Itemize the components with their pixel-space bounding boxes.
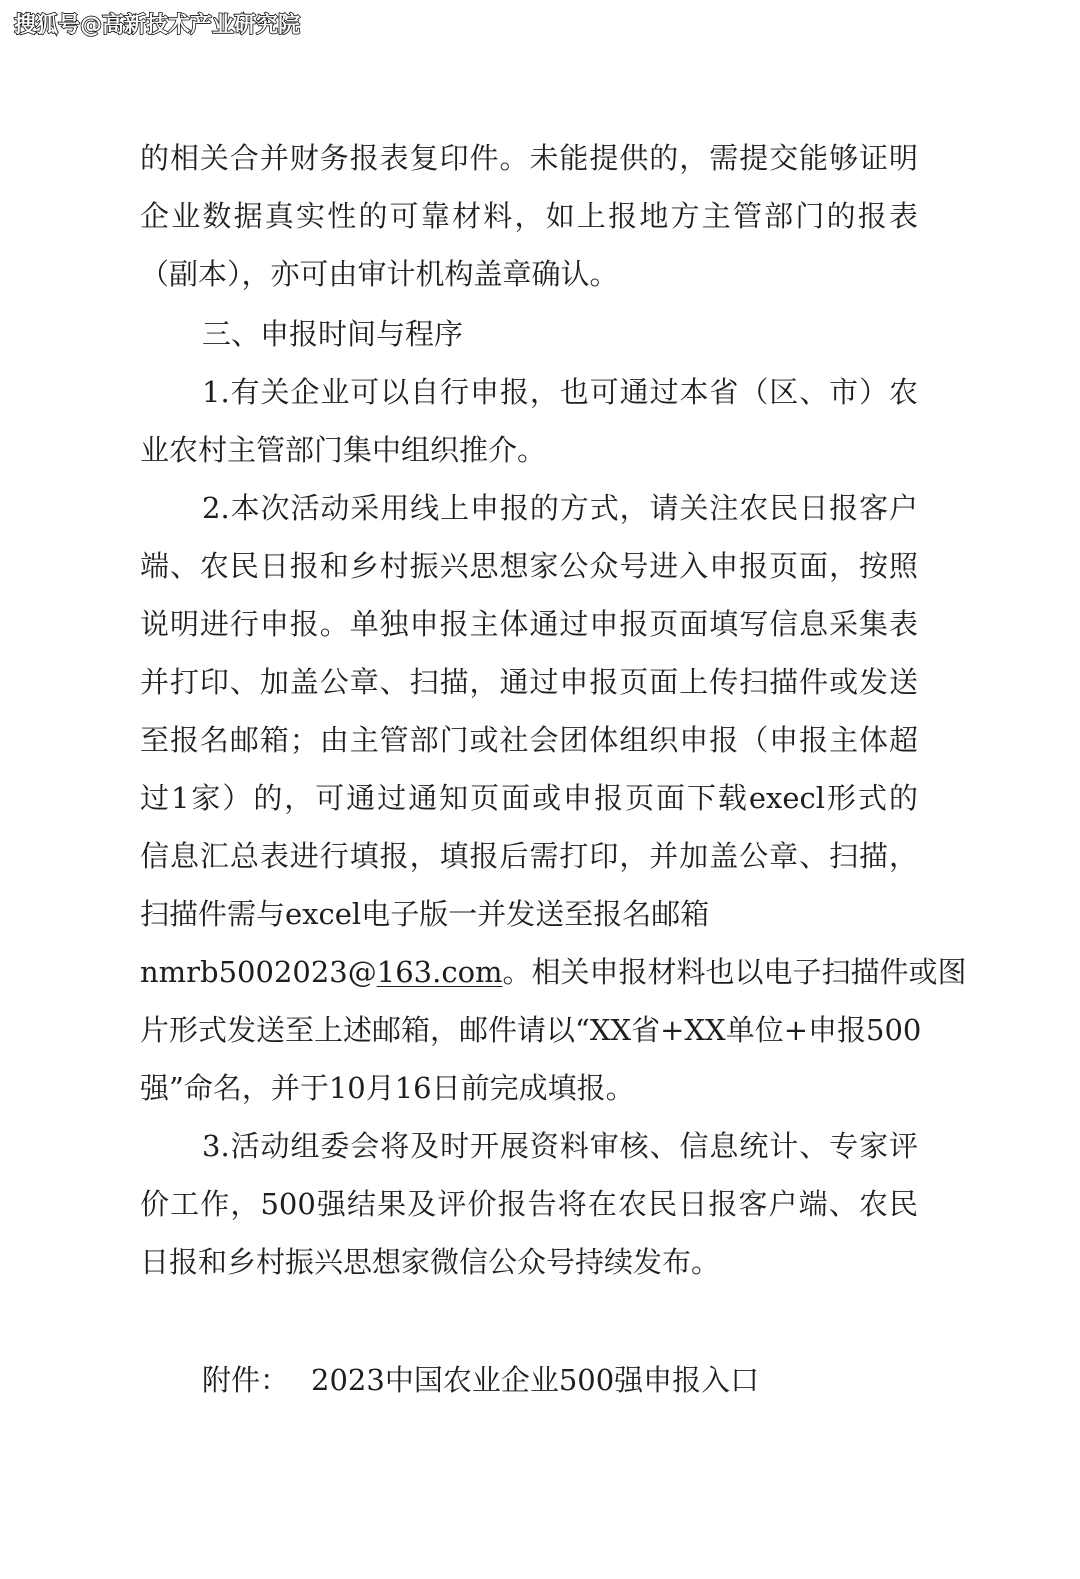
item2-tail-line-1: 片形式发送至上述邮箱，邮件请以“XX省+XX单位+申报500 [140, 1013, 922, 1047]
intro-line-2: 企业数据真实性的可靠材料，如上报地方主管部门的报表 [140, 199, 918, 233]
email-line [140, 952, 967, 992]
email-suffix: 。相关申报材料也以电子扫描件或图 [502, 955, 967, 989]
item1-line-2: 业农村主管部门集中组织推介。 [140, 433, 547, 467]
item2-line-3: 说明进行申报。单独申报主体通过申报页面填写信息采集表 [140, 607, 918, 641]
item1-line-1: 1.有关企业可以自行申报，也可通过本省（区、市）农 [202, 375, 918, 409]
item2-line-4: 并打印、加盖公章、扫描，通过申报页面上传扫描件或发送 [140, 665, 918, 699]
item2-line-2: 端、农民日报和乡村振兴思想家公众号进入申报页面，按照 [140, 549, 918, 583]
item3-line-3: 日报和乡村振兴思想家微信公众号持续发布。 [140, 1245, 721, 1279]
attachment-label: 附件： [202, 1363, 290, 1397]
item2-line-6: 过1家）的，可通过通知页面或申报页面下载execl形式的 [140, 781, 918, 815]
email-address[interactable] [140, 955, 503, 989]
item3-line-1: 3.活动组委会将及时开展资料审核、信息统计、专家评 [202, 1129, 918, 1163]
watermark-text: 搜狐号@高新技术产业研究院 [14, 13, 301, 38]
item2-line-1: 2.本次活动采用线上申报的方式，请关注农民日报客户 [202, 491, 918, 525]
item2-line-8: 扫描件需与excel电子版一并发送至报名邮箱 [140, 897, 710, 931]
attachment-line [202, 1360, 759, 1400]
item3-line-2: 价工作，500强结果及评价报告将在农民日报客户端、农民 [140, 1187, 918, 1221]
item2-line-5: 至报名邮箱；由主管部门或社会团体组织申报（申报主体超 [140, 723, 918, 757]
intro-line-1: 的相关合并财务报表复印件。未能提供的，需提交能够证明 [140, 141, 918, 175]
email-prefix: nmrb5002023@ [140, 955, 377, 989]
item2-line-7: 信息汇总表进行填报，填报后需打印，并加盖公章、扫描， [140, 839, 918, 873]
intro-line-3: （副本），亦可由审计机构盖章确认。 [140, 257, 619, 291]
email-domain: 163.com [376, 955, 503, 989]
section-heading: 三、申报时间与程序 [202, 317, 464, 351]
attachment-link[interactable]: 2023中国农业企业500强申报入口 [311, 1363, 760, 1397]
item2-tail-line-2: 强”命名，并于10月16日前完成填报。 [140, 1071, 635, 1105]
